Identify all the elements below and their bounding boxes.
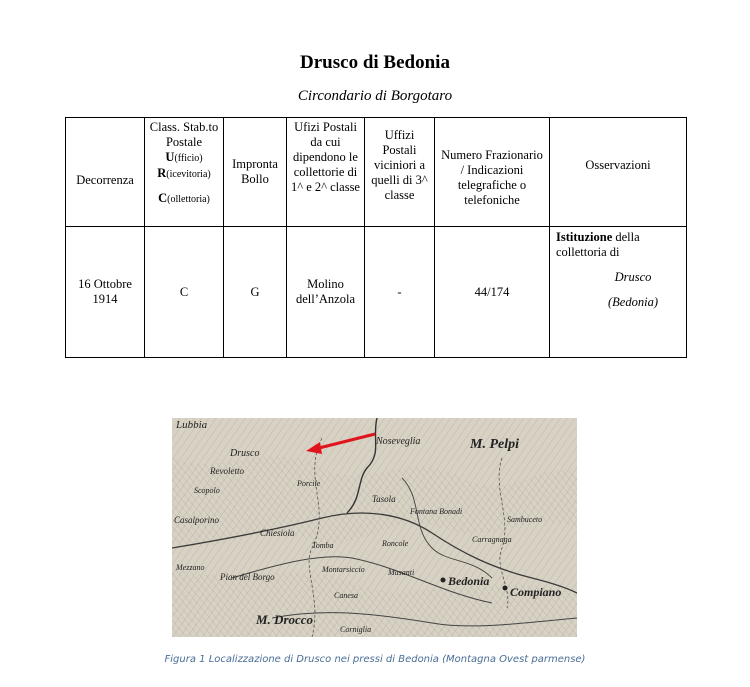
obs-place-bedonia: (Bedonia) <box>608 295 658 309</box>
cell-numero: 44/174 <box>435 227 550 358</box>
cell-decorrenza: 16 Ottobre 1914 <box>66 227 145 358</box>
cell-impronta: G <box>224 227 287 358</box>
header-class-c-rest: (ollettoria) <box>167 194 210 205</box>
map-label-fontana-bonadi: Fontana Bonadi <box>410 507 463 516</box>
map-label-bedonia: Bedonia <box>448 574 490 588</box>
header-osservazioni: Osservazioni <box>550 118 687 227</box>
obs-istituzione: Istituzione <box>556 230 613 244</box>
header-class-line1: Class. Stab.to <box>149 120 219 134</box>
map-label-masanti: Masanti <box>388 568 415 577</box>
table-header-row <box>66 118 687 227</box>
map-illustration <box>172 418 577 637</box>
map-label-noseveglia: Noseveglia <box>376 436 421 447</box>
map-label-sambuceto: Sambuceto <box>507 515 543 524</box>
header-class-c: C <box>158 191 168 205</box>
header-class-line2: Postale <box>165 135 203 149</box>
cell-classe: C <box>145 227 224 358</box>
header-impronta: Impronta Bollo <box>224 118 287 227</box>
map-label-carragnaga: Carragnaga <box>472 535 512 544</box>
map-label-lubbia: Lubbia <box>176 419 208 431</box>
map-label-roncole: Roncole <box>382 539 409 548</box>
map-label-m-drocco: M. Drocco <box>256 612 314 627</box>
cell-osservazioni <box>550 227 687 358</box>
map-label-porcile: Porcile <box>297 479 321 488</box>
map-label-corniglia: Corniglia <box>340 625 372 634</box>
header-ufizi: Ufizi Postali da cui dipendono le collettorie di 1^ e 2^ classe <box>287 118 365 227</box>
cell-viciniori: - <box>365 227 435 358</box>
map-label-scopolo: Scopolo <box>194 486 220 495</box>
map-label-m-pelpi: M. Pelpi <box>470 437 519 452</box>
obs-place-drusco: Drusco <box>614 270 652 284</box>
map-label-tasola: Tasola <box>372 494 396 504</box>
map-label-compiano: Compiano <box>510 585 562 599</box>
header-class-r-rest: (icevitoria) <box>166 169 211 180</box>
map-label-chiesiola: Chiesiola <box>260 528 295 538</box>
register-table <box>65 117 687 358</box>
header-class-r: R <box>157 166 167 180</box>
map-label-tomba: Tomba <box>312 541 334 550</box>
cell-ufizio: Molino dell’Anzola <box>287 227 365 358</box>
map-label-casalporino: Casalporino <box>174 515 220 525</box>
figure-caption: Figura 1 Localizzazione di Drusco nei pressi di Bedonia (Montagna Ovest parmense) <box>164 654 586 665</box>
header-decorrenza: Decorrenza <box>66 118 145 227</box>
table-row <box>66 227 687 358</box>
header-class-u: U <box>165 150 175 164</box>
header-classificazione <box>145 118 224 227</box>
map-label-revoletto: Revoletto <box>210 466 244 476</box>
obs-text: della collettoria di <box>556 230 640 259</box>
header-uffizi-viciniori: Uffizi Postali viciniori a quelli di 3^ classe <box>365 118 435 227</box>
page-subtitle: Circondario di Borgotaro <box>297 88 453 104</box>
header-numero: Numero Frazionario / Indicazioni telegrafiche o telefoniche <box>435 118 550 227</box>
page-title: Drusco di Bedonia <box>300 52 450 73</box>
map-label-mezzano: Mezzano <box>176 563 205 572</box>
header-class-u-rest: (fficio) <box>174 153 203 164</box>
map-label-canesa: Canesa <box>334 591 358 600</box>
map-label-drusco: Drusco <box>230 448 260 459</box>
historic-map <box>172 418 577 637</box>
map-label-montarsiccio: Montarsiccio <box>322 565 365 574</box>
map-label-pian-del-borgo: Pian del Borgo <box>220 572 275 582</box>
